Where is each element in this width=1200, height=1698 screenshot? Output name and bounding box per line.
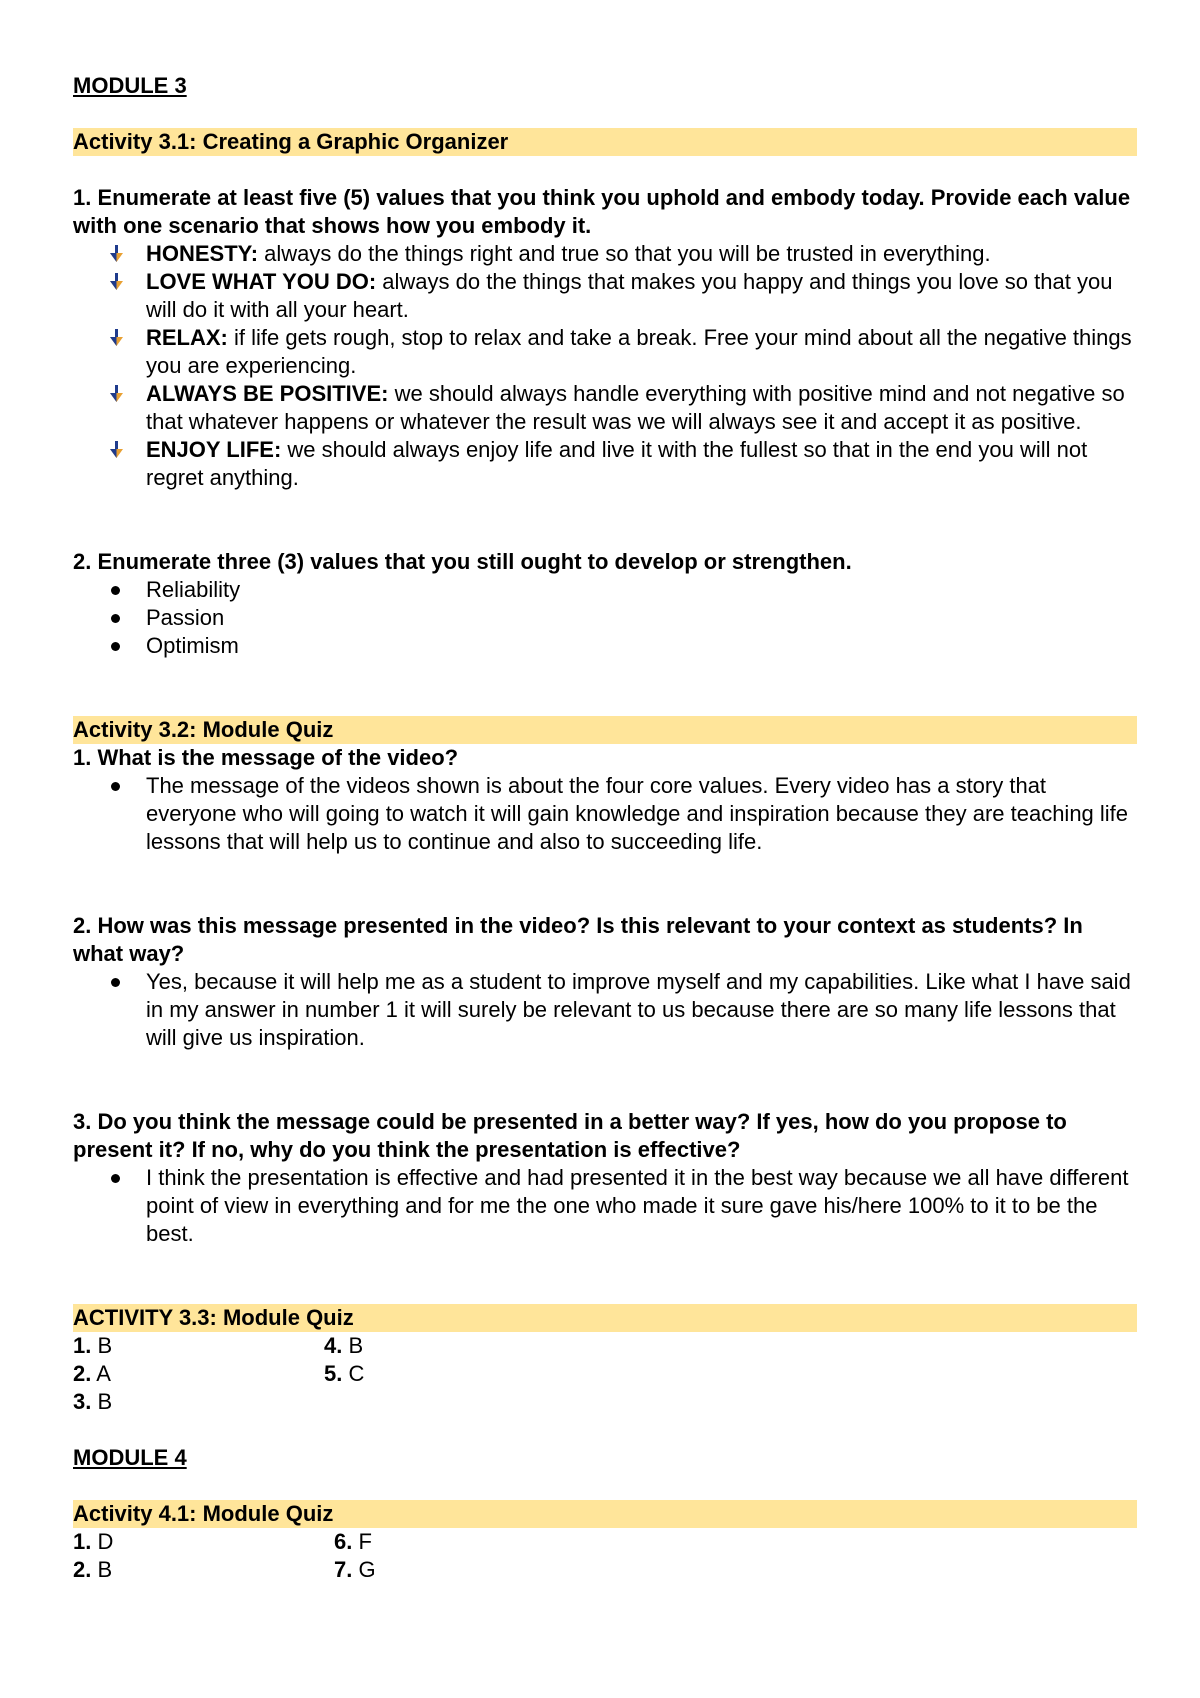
answer-value: B: [342, 1333, 364, 1358]
list-item: [73, 324, 1137, 380]
arrow-down-bullet-icon: [107, 436, 131, 464]
answer-value: B: [91, 1557, 113, 1582]
list-item: [73, 380, 1137, 436]
answer-row: [73, 1528, 1137, 1556]
activity-3-3-heading: ACTIVITY 3.3: Module Quiz: [73, 1304, 1137, 1332]
arrow-down-bullet-icon: [107, 380, 131, 408]
value-label: HONESTY:: [146, 241, 259, 266]
activity-3-2-question-2: 2. How was this message presented in the video? Is this relevant to your context as students? In what way?: [73, 913, 1083, 966]
answer-number: 5.: [324, 1361, 343, 1386]
value-text: always do the things that makes you happy and things you love so that you will do it with all your heart.: [146, 269, 1113, 322]
answer-value: C: [342, 1361, 365, 1386]
dot-bullet-icon: [107, 576, 131, 604]
answer-number: 1.: [73, 1529, 92, 1554]
answer-value: A: [91, 1361, 111, 1386]
module-3-heading: MODULE 3: [73, 73, 187, 98]
activity-4-1-heading: Activity 4.1: Module Quiz: [73, 1500, 1137, 1528]
value-label: LOVE WHAT YOU DO:: [146, 269, 377, 294]
arrow-down-bullet-icon: [107, 324, 131, 352]
list-item-text: Optimism: [146, 633, 239, 658]
activity-4-1-answers: [73, 1528, 1137, 1584]
answer-row: [73, 1556, 1137, 1584]
activity-3-1-question-2: 2. Enumerate three (3) values that you still ought to develop or strengthen.: [73, 549, 852, 574]
value-text: always do the things right and true so that you will be trusted in everything.: [258, 241, 991, 266]
answer-text: I think the presentation is effective and had presented it in the best way because we all have different point of view in everything and for me the one who made it sure gave his/here 100% to it to be the best.: [146, 1165, 1129, 1246]
answer-list: [73, 968, 1137, 1052]
answer-number: 7.: [334, 1557, 353, 1582]
arrow-down-bullet-icon: [107, 240, 131, 268]
list-item-text: Passion: [146, 605, 225, 630]
dot-bullet-icon: [107, 968, 131, 996]
list-item-text: Reliability: [146, 577, 241, 602]
answer-list: [73, 1164, 1137, 1248]
list-item: [73, 968, 1137, 1052]
answer-value: B: [91, 1389, 113, 1414]
module-4-heading: MODULE 4: [73, 1445, 187, 1470]
answer-number: 2.: [73, 1557, 92, 1582]
list-item: [73, 632, 1137, 660]
list-item: [73, 436, 1137, 492]
activity-3-2-heading: Activity 3.2: Module Quiz: [73, 716, 1137, 744]
list-item: [73, 240, 1137, 268]
dot-bullet-icon: [107, 604, 131, 632]
activity-3-2-question-1: 1. What is the message of the video?: [73, 745, 459, 770]
activity-3-2-question-3: 3. Do you think the message could be presented in a better way? If yes, how do you propose to present it? If no, why do you think the presentation is effective?: [73, 1109, 1067, 1162]
activity-3-1-question-1: 1. Enumerate at least five (5) values that you think you uphold and embody today. Provide each value with one scenario that shows how you embody it.: [73, 185, 1131, 238]
answer-row: [73, 1332, 1137, 1360]
answer-value: F: [352, 1529, 372, 1554]
dot-bullet-icon: [107, 1164, 131, 1192]
activity-3-3-answers: [73, 1332, 1137, 1416]
answer-number: 6.: [334, 1529, 353, 1554]
list-item: [73, 604, 1137, 632]
answer-number: 3.: [73, 1389, 92, 1414]
value-label: RELAX:: [146, 325, 228, 350]
list-item: [73, 268, 1137, 324]
value-text: we should always enjoy life and live it with the fullest so that in the end you will not regret anything.: [146, 437, 1088, 490]
list-item: [73, 576, 1137, 604]
document-body: [73, 72, 1137, 1584]
answer-row: [73, 1360, 1137, 1388]
answer-list: [73, 772, 1137, 856]
dot-bullet-icon: [107, 632, 131, 660]
answer-number: 4.: [324, 1333, 343, 1358]
list-item: [73, 1164, 1137, 1248]
answer-row: [73, 1388, 1137, 1416]
answer-text: The message of the videos shown is about the four core values. Every video has a story that everyone who will going to watch it will gain knowledge and inspiration because they are teaching life lessons that will help us to continue and also to succeeding life.: [146, 773, 1129, 854]
answer-number: 2.: [73, 1361, 92, 1386]
dot-bullet-icon: [107, 772, 131, 800]
answer-number: 1.: [73, 1333, 92, 1358]
answer-value: G: [352, 1557, 376, 1582]
activity-3-1-heading: Activity 3.1: Creating a Graphic Organizer: [73, 128, 1137, 156]
answer-value: D: [91, 1529, 114, 1554]
value-text: we should always handle everything with positive mind and not negative so that whatever happens or whatever the result was we will always see it and accept it as positive.: [146, 381, 1125, 434]
value-label: ENJOY LIFE:: [146, 437, 282, 462]
value-label: ALWAYS BE POSITIVE:: [146, 381, 389, 406]
list-item: [73, 772, 1137, 856]
values-list: [73, 240, 1137, 492]
value-text: if life gets rough, stop to relax and take a break. Free your mind about all the negative things you are experiencing.: [146, 325, 1132, 378]
develop-list: [73, 576, 1137, 660]
answer-value: B: [91, 1333, 113, 1358]
answer-text: Yes, because it will help me as a student to improve myself and my capabilities. Like what I have said in my answer in number 1 it will surely be relevant to us because there are so many life lessons that will give us inspiration.: [146, 969, 1131, 1050]
arrow-down-bullet-icon: [107, 268, 131, 296]
